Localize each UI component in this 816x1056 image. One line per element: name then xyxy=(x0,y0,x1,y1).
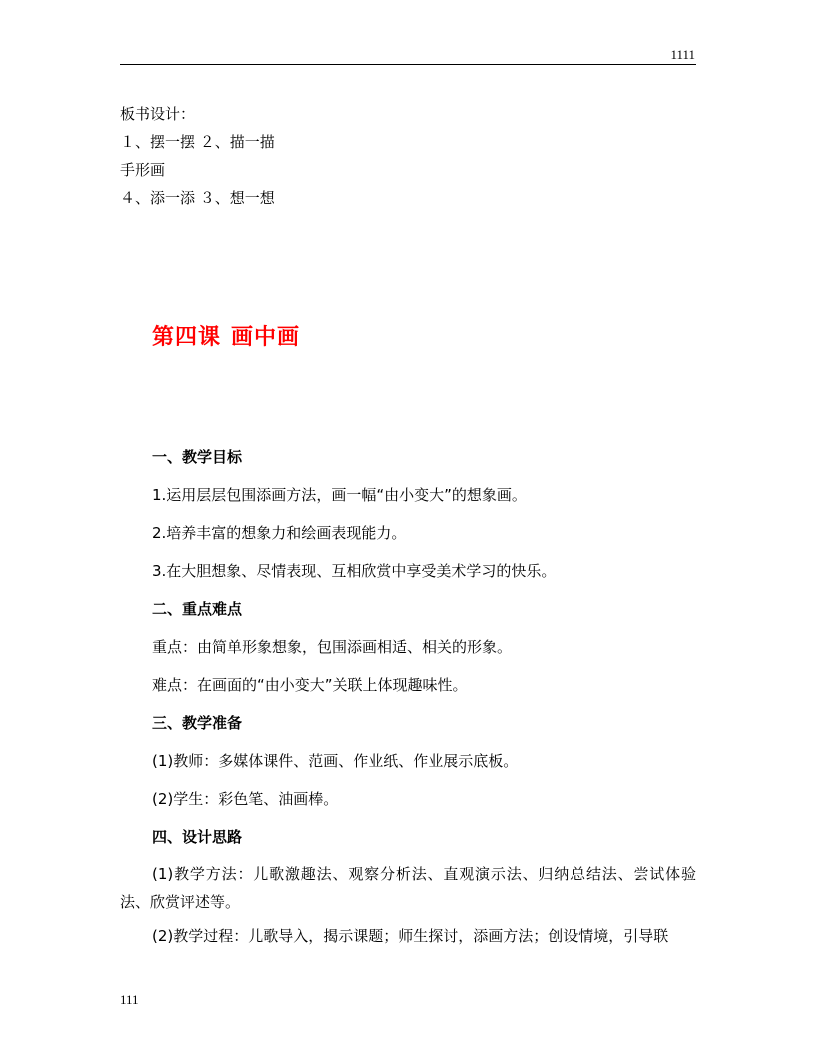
board-design-line: 手形画 xyxy=(120,161,166,179)
footer-page-number: 111 xyxy=(120,992,139,1007)
board-design-line: ４、添一添 ３、想一想 xyxy=(120,189,275,207)
section-heading: 二、重点难点 xyxy=(152,600,243,618)
objective-item: 3.在大胆想象、尽情表现、互相欣赏中享受美术学习的快乐。 xyxy=(152,562,557,580)
section-heading: 四、设计思路 xyxy=(152,828,243,846)
section-heading: 三、教学准备 xyxy=(152,714,243,732)
lesson-name: 画中画 xyxy=(231,324,301,350)
lesson-title xyxy=(152,320,300,351)
objective-item: 2.培养丰富的想象力和绘画表现能力。 xyxy=(152,524,407,542)
lesson-content xyxy=(120,442,696,956)
key-point-item: 重点：由简单形象想象，包围添画相适、相关的形象。 xyxy=(152,638,513,656)
preparation-item: (2)学生：彩色笔、油画棒。 xyxy=(152,790,339,808)
board-design-title: 板书设计： xyxy=(120,105,196,123)
key-point-item: 难点：在画面的“由小变大”关联上体现趣味性。 xyxy=(152,676,468,694)
header-page-number: 1111 xyxy=(670,47,695,62)
board-design-line: １、摆一摆 ２、描一描 xyxy=(120,133,275,151)
board-design xyxy=(120,100,275,212)
objective-item: 1.运用层层包围添画方法，画一幅“由小变大”的想象画。 xyxy=(152,486,527,504)
header-rule xyxy=(120,64,696,65)
design-item: (2)教学过程：儿歌导入，揭示课题；师生探讨，添画方法；创设情境，引导联 xyxy=(152,927,669,945)
section-heading: 一、教学目标 xyxy=(152,448,243,466)
lesson-number: 第四课 xyxy=(152,324,222,350)
preparation-item: (1)教师：多媒体课件、范画、作业纸、作业展示底板。 xyxy=(152,752,519,770)
design-item: (1)教学方法：儿歌激趣法、观察分析法、直观演示法、归纳总结法、尝试体验法、欣赏评述等。 xyxy=(120,865,696,911)
